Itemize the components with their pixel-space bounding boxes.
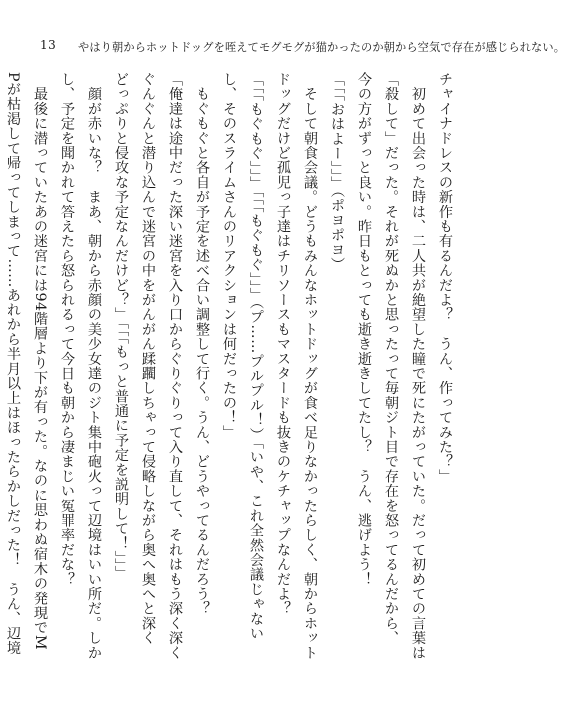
text-line: Pが枯渇して帰ってしまって……あれから半月以上はほったらかしだった！ うん、辺境 [5,72,21,656]
vertical-body-text [5,72,458,672]
page-number: 13 [40,38,57,52]
text-line: し、そのスライムさんのリアクションは何だったの！」 [221,72,237,440]
text-line: チャイナドレスの新作も有るんだよ？ うん、作ってみた？」 [437,72,453,484]
text-line: もぐもぐと各自が予定を述べ合い調整して行く。うん、どうやってるんだろう？ [194,72,210,616]
text-line: 今の方がずっと良い。昨日もとっても逝き逝きしてたし？ うん、逃げよう！ [356,72,372,587]
text-line: 「「「おはよー」」」（ポヨポヨ） [329,72,345,272]
text-line: 最後に潜っていたあの迷宮には94階層より下が有った。なのに思わぬ宿木の発現でM [32,72,48,650]
text-line: そして朝食会議。どうもみんなホットドッグが食べ足りなかったらしく、朝からホット [302,72,318,660]
text-line: 「「「もぐもぐ」」」「「「もぐもぐ」」」（プ……プルプル！）「いや、これ全然会議じゃない [248,72,264,641]
text-line: どっぷりと侵攻な予定なんだけど？」「「「もっと普通に予定を説明して！」」」 [113,72,129,581]
text-line: 初めて出会った時は、二人共が絶望した瞳で死にたがっていた。だって初めての言葉は [410,72,426,660]
text-line: 「俺達は途中だった深い迷宮を入り口からぐりぐりって入り直して、それはもう深く深く [167,72,183,660]
text-line: ドッグだけど孤児っ子達はチリソースもマスタードも抜きのケチャップなんだよ？ [275,72,291,616]
text-line: ぐんぐんと潜り込んで迷宮の中をがんがん蹂躙しちゃって侵略しながら奥へ奥へと深く [140,72,156,646]
text-line: 「殺して」だった。それが死ぬかと思ったって毎朝ジト目で存在を怒ってるんだから、 [383,72,399,646]
text-line: 顔が赤いな？ まあ、朝から赤顔の美少女達のジト集中砲火って辺境はいい所だ。しか [86,72,102,660]
text-line: し、予定を聞かれて答えたら怒られるって今日も朝から凄まじい冤罪率だな？ [59,72,75,587]
running-header: やはり朝からホットドッグを咥えてモグモグが猫かったのか朝から空気で存在が感じられない。 [78,41,565,54]
